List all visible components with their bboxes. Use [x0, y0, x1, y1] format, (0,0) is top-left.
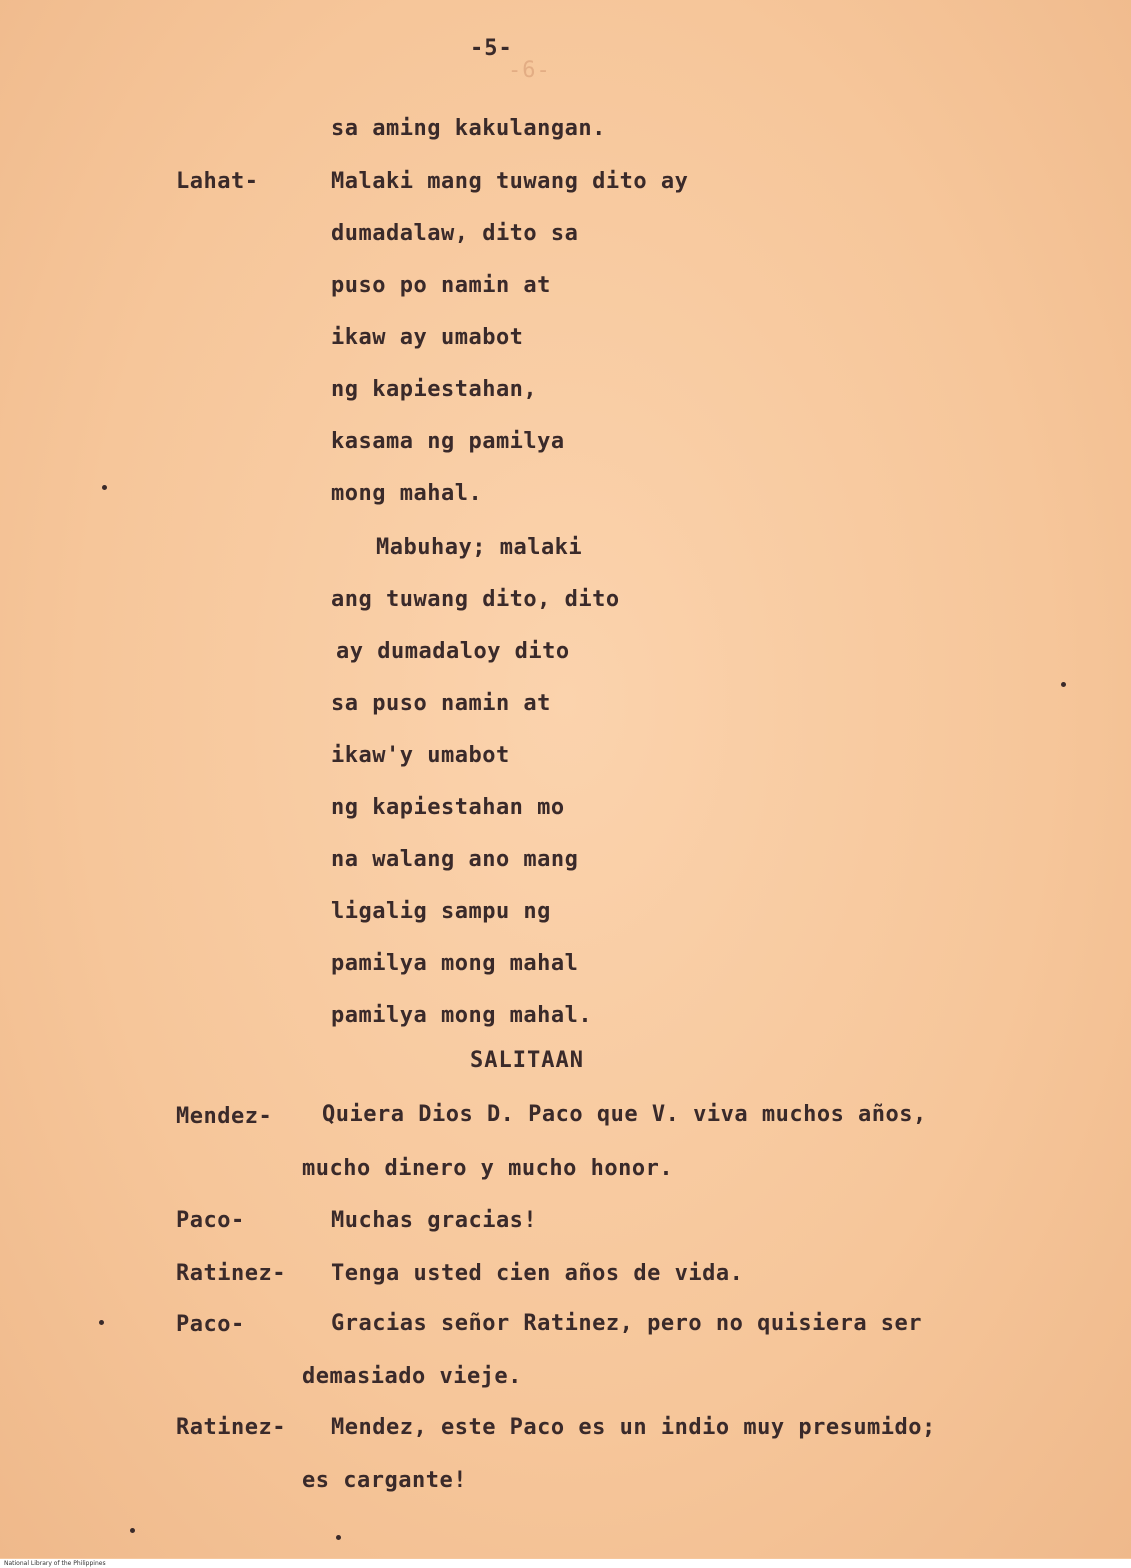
- scan-speck: [99, 1320, 104, 1325]
- scan-speck: [336, 1535, 341, 1540]
- song-line: kasama ng pamilya: [331, 429, 565, 454]
- song-line: Mabuhay; malaki: [376, 535, 583, 560]
- speaker-label: Paco-: [176, 1208, 245, 1233]
- dialogue-line: mucho dinero y mucho honor.: [302, 1156, 674, 1181]
- section-heading: SALITAAN: [470, 1048, 584, 1073]
- dialogue-line: Mendez, este Paco es un indio muy presumido;: [331, 1415, 936, 1440]
- dialogue-line: Gracias señor Ratinez, pero no quisiera ser: [331, 1311, 923, 1336]
- song-line: puso po namin at: [331, 273, 551, 298]
- speaker-label: Mendez-: [176, 1104, 273, 1129]
- dialogue-line: Muchas gracias!: [331, 1208, 538, 1233]
- footer-credit: National Library of the Philippines: [4, 1560, 106, 1567]
- song-line: ikaw'y umabot: [331, 743, 510, 768]
- song-line: mong mahal.: [331, 481, 483, 506]
- dialogue-line: Tenga usted cien años de vida.: [331, 1261, 744, 1286]
- song-line: ang tuwang dito, dito: [331, 587, 620, 612]
- scan-speck: [1061, 682, 1066, 687]
- song-line: pamilya mong mahal: [331, 951, 579, 976]
- scan-speck: [130, 1528, 135, 1533]
- page-number: -5-: [470, 36, 513, 61]
- footer-bar: [0, 1559, 1131, 1568]
- speaker-label: Lahat-: [176, 169, 259, 194]
- bleed-through-page-number: -6-: [508, 58, 551, 83]
- song-line: na walang ano mang: [331, 847, 579, 872]
- song-line: Malaki mang tuwang dito ay: [331, 169, 689, 194]
- dialogue-line: Quiera Dios D. Paco que V. viva muchos años,: [322, 1102, 927, 1127]
- song-line: sa aming kakulangan.: [331, 116, 606, 141]
- song-line: sa puso namin at: [331, 691, 551, 716]
- song-line: ng kapiestahan mo: [331, 795, 565, 820]
- song-line: dumadalaw, dito sa: [331, 221, 579, 246]
- song-line: ligalig sampu ng: [331, 899, 551, 924]
- dialogue-line: es cargante!: [302, 1468, 467, 1493]
- song-line: pamilya mong mahal.: [331, 1003, 593, 1028]
- song-line: ng kapiestahan,: [331, 377, 538, 402]
- song-line: ikaw ay umabot: [331, 325, 524, 350]
- scan-speck: [102, 485, 107, 490]
- speaker-label: Ratinez-: [176, 1415, 286, 1440]
- song-line: ay dumadaloy dito: [336, 639, 570, 664]
- speaker-label: Ratinez-: [176, 1261, 286, 1286]
- dialogue-line: demasiado vieje.: [302, 1364, 522, 1389]
- speaker-label: Paco-: [176, 1312, 245, 1337]
